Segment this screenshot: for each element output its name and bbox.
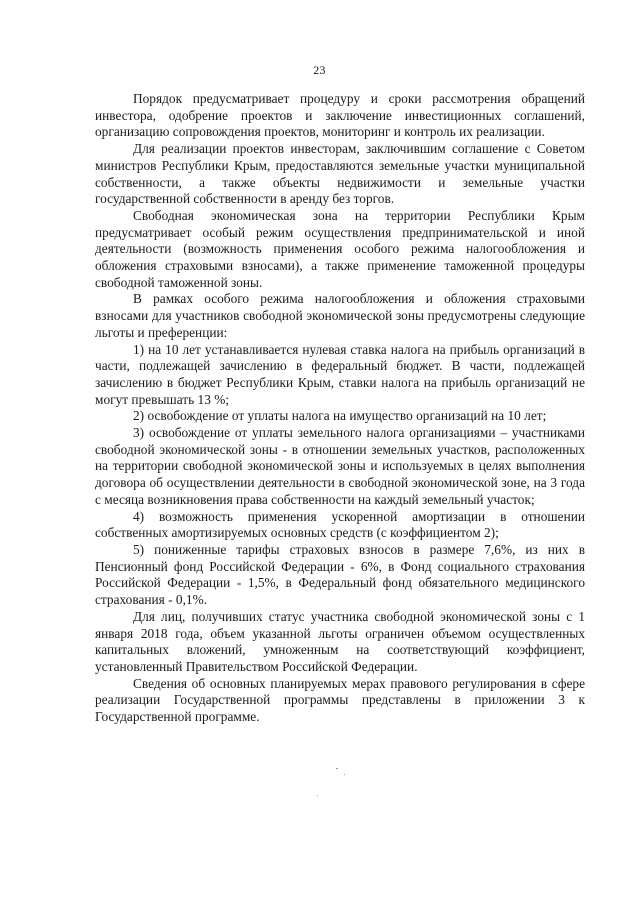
list-item-property-tax: 2) освобождение от уплаты налога на имущество организаций на 10 лет; [133, 408, 547, 424]
paragraph-procedure: Порядок предусматривает процедуру и сроки рассмотрения обращений инвестора, одобрение проектов и заключение инвестиционных соглашений, организацию сопровождения проектов, мониторинг и контроль их реализации. [95, 91, 585, 140]
scan-speck [344, 774, 345, 775]
paragraph-free-economic-zone: Свободная экономическая зона на территории Республики Крым предусматривает особый режим осуществления предпринимательской и иной деятельности (возможность применения особого режима налогообложения и обложения страховыми взносами), а также применение таможенной процедуры свободной таможенной зоны. [95, 207, 585, 290]
paragraph-benefit-limit: Для лиц, получивших статус участника свободной экономической зоны с 1 января 2018 года, объем указанной льготы ограничен объемом осуществленных капитальных вложений, умноженным на соответствующий коэффициент, установленный Правительством Российской Федерации. [95, 608, 585, 674]
scan-speck [317, 795, 318, 796]
list-item-insurance-rates: 5) пониженные тарифы страховых взносов в размере 7,6%, из них в Пенсионный фонд Российской Федерации - 6%, в Фонд социального страхования Российской Федерации - 1,5%, в Федеральный фонд обязательного медицинского страхования - 0,1%. [95, 541, 585, 608]
paragraph-legal-regulation: Сведения об основных планируемых мерах правового регулирования в сфере реализации Государственной программы представлены в приложении 3 к Государственной программе. [95, 675, 585, 725]
scan-speck [336, 768, 338, 769]
list-item-profit-tax: 1) на 10 лет устанавливается нулевая ставка налога на прибыль организаций в части, подлежащей зачислению в федеральный бюджет. В части, подлежащей зачислению в бюджет Республики Крым, ставки налога на прибыль организаций не могут превышать 13 %; [95, 341, 585, 407]
list-item-land-tax: 3) освобождение от уплаты земельного налога организациями – участниками свободной экономической зоны - в отношении земельных участков, расположенных на территории свободной экономической зоны и используемых в целях выполнения договора об осуществлении деятельности в свободной экономической зоне, на 3 года с месяца возникновения права собственности на каждый земельный участок; [95, 425, 585, 507]
paragraph-land-plots: Для реализации проектов инвесторам, заключившим соглашение с Советом министров Республики Крым, предоставляются земельные участки муниципальной собственности, а также объекты недвижимости и земельные участки государственной собственности в аренду без торгов. [95, 141, 585, 207]
page-number: 23 [313, 63, 326, 77]
document-body [95, 91, 585, 726]
list-item-depreciation: 4) возможность применения ускоренной амортизации в отношении собственных амортизируемых основных средств (с коэффициентом 2); [95, 508, 585, 541]
paragraph-benefits-intro: В рамках особого режима налогообложения и обложения страховыми взносами для участников свободной экономической зоны предусмотрены следующие льготы и преференции: [95, 291, 585, 340]
